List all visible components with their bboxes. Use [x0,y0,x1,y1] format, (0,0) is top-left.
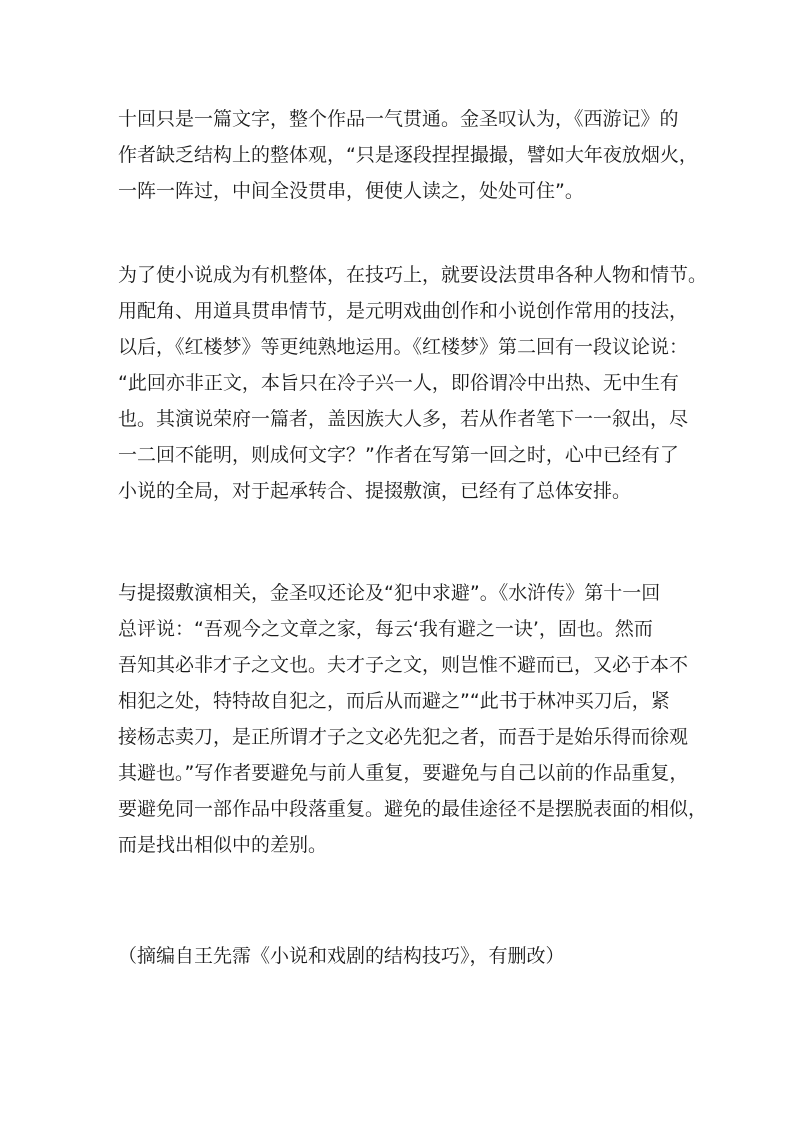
text-line: 一阵一阵过，中间全没贯串，便使人读之，处处可住”。 [118,180,584,202]
text-line: 也。其演说荣府一篇者，盖因族大人多，若从作者笔下一一叙出，尽 [118,408,689,430]
text-line: 与提掇敷演相关，金圣叹还论及“犯中求避”。《水浒传》第十一回 [118,582,661,604]
text-line: 十回只是一篇文字，整个作品一气贯通。金圣叹认为，《西游记》的 [118,108,679,130]
paragraph-1 [118,101,708,209]
text-line: 总评说：“吾观今之文章之家，每云‘我有避之一诀’，固也。然而 [118,618,653,640]
citation-line: （摘编自王先霈《小说和戏剧的结构技巧》，有删改） [118,945,565,967]
text-line: 吾知其必非才子之文也。夫才子之文，则岂惟不避而已，又必于本不 [118,654,689,676]
text-line: 以后，《红楼梦》等更纯熟地运用。《红楼梦》第二回有一段议论说： [118,336,689,358]
text-line: 接杨志卖刀，是正所谓才子之文必先犯之者，而吾于是始乐得而徐观 [118,726,689,748]
source-citation [118,938,708,974]
text-line: “此回亦非正文，本旨只在冷子兴一人，即俗谓冷中出热、无中生有 [118,372,679,394]
paragraph-3 [118,575,708,863]
text-line: 相犯之处，特特故自犯之，而后从而避之”“此书于林冲买刀后，紧 [118,690,670,712]
text-line: 其避也。”写作者要避免与前人重复，要避免与自己以前的作品重复， [118,762,689,784]
text-line: 而是找出相似中的差别。 [118,834,328,856]
text-line: 用配角、用道具贯串情节，是元明戏曲创作和小说创作常用的技法， [118,300,689,322]
paragraph-2 [118,257,708,509]
text-line: 一二回不能明，则成何文字？”作者在写第一回之时，心中已经有了 [118,444,679,466]
text-line: 作者缺乏结构上的整体观，“只是逐段捏捏撮撮，譬如大年夜放烟火， [118,144,698,166]
text-line: 小说的全局，对于起承转合、提掇敷演，已经有了总体安排。 [118,480,632,502]
text-line: 为了使小说成为有机整体，在技巧上，就要设法贯串各种人物和情节。 [118,264,708,286]
text-line: 要避免同一部作品中段落重复。避免的最佳途径不是摆脱表面的相似， [118,798,708,820]
